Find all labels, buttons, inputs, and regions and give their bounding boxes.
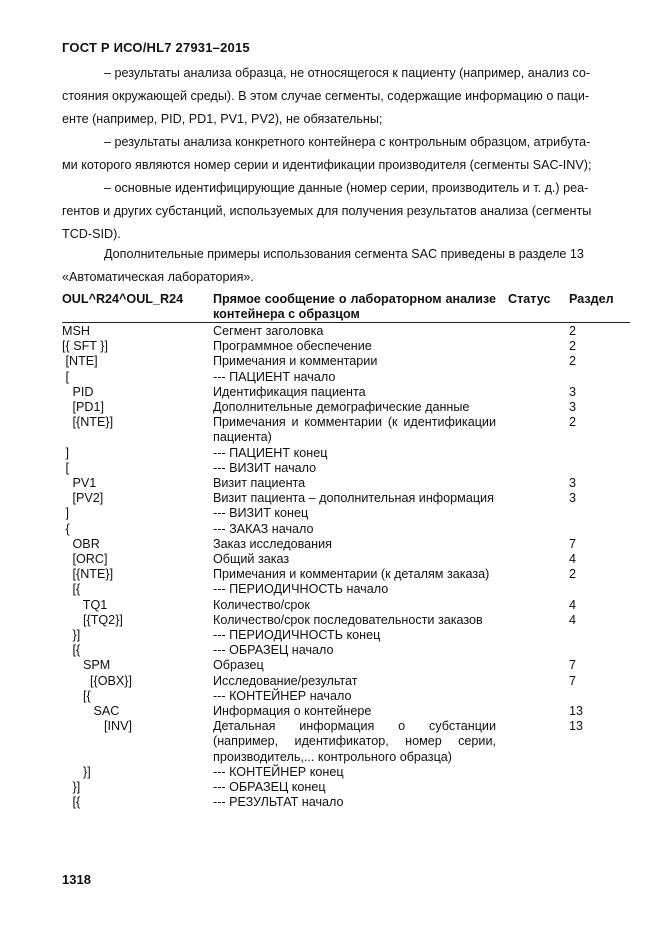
section-number: 7 [569, 658, 577, 673]
section-number: 2 [569, 415, 577, 430]
column-header-message: OUL^R24^OUL_R24 [62, 292, 184, 306]
table-row [0, 795, 661, 810]
segment-code: [PV2] [62, 491, 104, 506]
segment-description: --- ЗАКАЗ начало [213, 521, 314, 536]
table-row [0, 491, 661, 506]
paragraph-additional-examples [62, 243, 630, 289]
section-number: 3 [569, 400, 577, 415]
section-number: 4 [569, 552, 577, 567]
text-line: – результаты анализа образца, не относящегося к пациенту (например, анализ со- [104, 66, 591, 80]
segment-code: [ [62, 369, 69, 384]
table-row [0, 765, 661, 780]
column-header-description: Прямое сообщение о лабораторном анализе контейнера с образцом [213, 292, 496, 321]
segment-description: Дополнительные демографические данные [213, 400, 470, 415]
table-row [0, 674, 661, 689]
table-header-rule [62, 322, 630, 323]
table-row [0, 628, 661, 643]
segment-description: --- ПЕРИОДИЧНОСТЬ начало [213, 582, 389, 597]
table-row [0, 658, 661, 673]
table-row [0, 689, 661, 704]
section-number: 13 [569, 719, 584, 734]
column-header-section: Раздел [569, 292, 614, 306]
segment-code: [{ [62, 643, 81, 658]
segment-description: Информация о контейнере [213, 704, 372, 719]
table-row [0, 506, 661, 521]
section-number: 7 [569, 673, 577, 688]
segment-description: --- ПАЦИЕНТ конец [213, 445, 328, 460]
segment-code: ] [62, 445, 69, 460]
text-line: ми которого являются номер серии и идентификации производителя (сегменты SAC-INV); [62, 158, 592, 172]
table-row [0, 719, 661, 765]
table-row [0, 339, 661, 354]
segment-description: Идентификация пациента [213, 384, 366, 399]
table-row [0, 704, 661, 719]
segment-description: --- ВИЗИТ начало [213, 460, 317, 475]
section-number: 2 [569, 324, 577, 338]
segment-code: }] [62, 780, 81, 795]
segment-code: }] [62, 628, 81, 643]
segment-code: [{NTE}] [62, 567, 114, 582]
table-row [0, 461, 661, 476]
table-row [0, 598, 661, 613]
segment-code: [{ [62, 582, 81, 597]
table-row [0, 446, 661, 461]
segment-description: --- ОБРАЗЕЦ начало [213, 643, 334, 658]
table-row [0, 780, 661, 795]
segment-code: ] [62, 506, 69, 521]
section-number: 3 [569, 476, 577, 491]
text-line: енте (например, PID, PD1, PV1, PV2), не обязательны; [62, 112, 383, 126]
segment-description: --- ОБРАЗЕЦ конец [213, 780, 326, 795]
segment-description: Примечания и комментарии (к идентификации пациента) [213, 415, 496, 445]
segment-code: SPM [62, 658, 111, 673]
table-row [0, 415, 661, 445]
segment-code: [{ [62, 795, 81, 810]
segment-code: }] [62, 764, 91, 779]
text-line: гентов и других субстанций, используемых для получения результатов анализа (сегменты [62, 204, 592, 218]
section-number: 3 [569, 384, 577, 399]
table-row [0, 354, 661, 369]
segment-description: Образец [213, 658, 264, 673]
text-line: Дополнительные примеры использования сегмента SAC приведены в разделе 13 [104, 247, 584, 261]
segment-description: Сегмент заголовка [213, 324, 324, 338]
section-number: 7 [569, 536, 577, 551]
section-number: 4 [569, 612, 577, 627]
text-line: «Автоматическая лаборатория». [62, 270, 254, 284]
segment-code: TQ1 [62, 597, 108, 612]
paragraph-control-container [62, 131, 630, 177]
segment-code: OBR [62, 536, 100, 551]
section-number: 3 [569, 491, 577, 506]
section-number: 4 [569, 597, 577, 612]
segment-description: --- ВИЗИТ конец [213, 506, 309, 521]
segment-code: [{NTE}] [62, 415, 114, 430]
table-row [0, 324, 661, 339]
text-line: стояния окружающей среды). В этом случае сегменты, содержащие информацию о паци- [62, 89, 590, 103]
page-number: 1318 [62, 872, 91, 887]
table-row [0, 522, 661, 537]
segment-description: Примечания и комментарии [213, 354, 378, 369]
segment-code: SAC [62, 704, 120, 719]
segment-description: Количество/срок [213, 597, 310, 612]
section-number: 2 [569, 339, 577, 354]
segment-code: [{TQ2}] [62, 612, 123, 627]
table-row [0, 400, 661, 415]
segment-code: { [62, 521, 70, 536]
section-number: 2 [569, 567, 577, 582]
table-row [0, 613, 661, 628]
table-row [0, 643, 661, 658]
segment-description: Визит пациента – дополнительная информация [213, 491, 494, 506]
document-header: ГОСТ Р ИСО/HL7 27931–2015 [62, 40, 250, 55]
table-row [0, 537, 661, 552]
paragraph-nonpatient-results [62, 62, 630, 131]
segment-code: [{OBX}] [62, 673, 132, 688]
segment-code: [ [62, 460, 69, 475]
segment-description: Исследование/результат [213, 673, 358, 688]
segment-description: Примечания и комментарии (к деталям заказа) [213, 567, 490, 582]
table-row [0, 567, 661, 582]
segment-description: --- КОНТЕЙНЕР начало [213, 688, 352, 703]
column-header-status: Статус [508, 292, 551, 306]
section-number: 13 [569, 704, 584, 719]
segment-description: --- РЕЗУЛЬТАТ начало [213, 795, 344, 810]
table-row [0, 476, 661, 491]
table-row [0, 370, 661, 385]
paragraph-reagents [62, 177, 630, 246]
segment-code: [NTE] [62, 354, 98, 369]
segment-description: Заказ исследования [213, 536, 332, 551]
segment-code: [PD1] [62, 400, 104, 415]
segment-code: MSH [62, 324, 90, 338]
segment-code: PV1 [62, 476, 97, 491]
segment-code: PID [62, 384, 94, 399]
segment-description: Программное обеспечение [213, 339, 372, 354]
table-row [0, 385, 661, 400]
segment-description: Детальная информация о субстанции (например, идентификатор, номер серии, производитель,... контрольного образца) [213, 719, 496, 764]
segment-description: Общий заказ [213, 552, 290, 567]
segment-description: --- ПЕРИОДИЧНОСТЬ конец [213, 628, 381, 643]
message-structure-table [0, 324, 661, 811]
segment-code: [ORC] [62, 552, 108, 567]
segment-description: Количество/срок последовательности заказов [213, 612, 483, 627]
text-line: – основные идентифицирующие данные (номер серии, производитель и т. д.) реа- [104, 181, 589, 195]
segment-code: [{ SFT }] [62, 339, 108, 354]
text-line: – результаты анализа конкретного контейнера с контрольным образцом, атрибута- [104, 135, 591, 149]
section-number: 2 [569, 354, 577, 369]
table-row [0, 582, 661, 597]
segment-code: [INV] [62, 719, 132, 734]
segment-code: [{ [62, 688, 91, 703]
segment-description: --- КОНТЕЙНЕР конец [213, 764, 344, 779]
segment-description: Визит пациента [213, 476, 306, 491]
table-row [0, 552, 661, 567]
text-line: TCD-SID). [62, 227, 121, 241]
segment-description: --- ПАЦИЕНТ начало [213, 369, 336, 384]
